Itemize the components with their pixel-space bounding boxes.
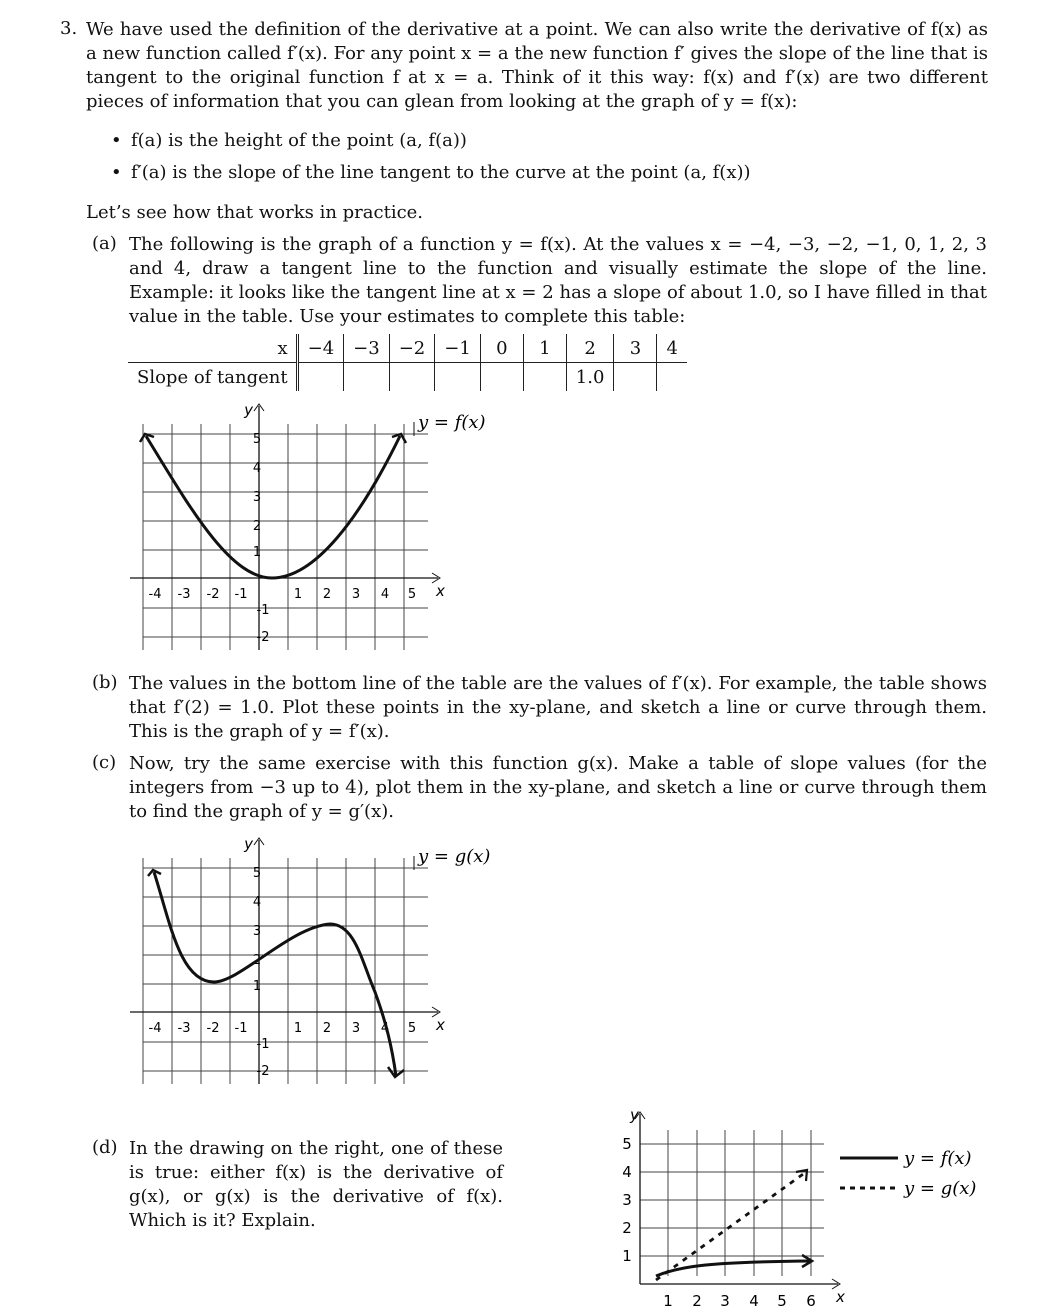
x-tick-label: -1 <box>234 587 248 602</box>
y-tick-labels <box>622 1135 632 1265</box>
grid-lines <box>143 424 428 650</box>
bullet-dot-icon: • <box>111 130 122 151</box>
part-a-text: The following is the graph of a function y = f(x). At the values x = −4, −3, −2, −1, 0, 1, 2, 3 and 4, draw a tangent line to the function and visually estimate the slope of the line. Example: it looks like the tangent line at x = 2 has a slope of about 1.0, so I have filled in that value in the table. Use your estimates to complete this table: <box>129 234 987 327</box>
table-cell <box>389 363 435 392</box>
x-tick-label: 5 <box>777 1292 787 1310</box>
y-tick-label: 3 <box>252 924 262 939</box>
x-tick-label: 2 <box>322 1021 332 1036</box>
bullet-dot-icon: • <box>111 162 122 183</box>
table-cell: 0 <box>480 334 523 363</box>
part-d-label: (d) <box>92 1137 118 1158</box>
bullet-item <box>111 161 751 185</box>
x-tick-label: 2 <box>692 1292 702 1310</box>
y-tick-label: -1 <box>256 603 270 618</box>
y-tick-label: 5 <box>252 432 262 447</box>
graph-g <box>130 832 530 1092</box>
part-b-label: (b) <box>92 672 118 693</box>
y-tick-label: 2 <box>252 953 262 968</box>
x-tick-label: 4 <box>749 1292 759 1310</box>
y-tick-label: -1 <box>256 1037 270 1052</box>
curve-f-solid <box>656 1261 810 1276</box>
y-tick-label: 1 <box>252 545 262 560</box>
x-tick-labels <box>663 1292 816 1310</box>
y-tick-label: 3 <box>252 490 262 505</box>
table-header-x: x <box>128 334 297 363</box>
table-cell: 1 <box>523 334 566 363</box>
x-tick-label: 2 <box>322 587 332 602</box>
curve-g <box>154 872 396 1076</box>
graph-f <box>130 398 530 658</box>
table-cell: 2 <box>566 334 614 363</box>
y-tick-label: 3 <box>622 1191 632 1209</box>
part-c-text: Now, try the same exercise with this function g(x). Make a table of slope values (for the integers from −3 up to 4), plot them in the xy-plane, and sketch a line or curve through them to find the graph of y = g′(x). <box>129 753 987 822</box>
graph-f-label: y = f(x) <box>418 412 486 433</box>
table-cell <box>344 363 390 392</box>
grid-lines <box>640 1130 824 1276</box>
table-cell <box>523 363 566 392</box>
y-tick-labels <box>253 866 270 1079</box>
y-tick-label: 5 <box>252 866 262 881</box>
x-tick-label: 3 <box>351 587 361 602</box>
table-cell <box>435 363 481 392</box>
part-c-label: (c) <box>92 752 117 773</box>
part-b-text: The values in the bottom line of the table are the values of f′(x). For example, the table shows that f′(2) = 1.0. Plot these points in the xy-plane, and sketch a line or curve through them. This is the graph of y = f′(x). <box>129 673 987 742</box>
table-cell: −2 <box>389 334 435 363</box>
y-tick-label: 2 <box>622 1219 632 1237</box>
x-tick-labels <box>149 1021 417 1036</box>
practice-line: Let’s see how that works in practice. <box>86 202 424 223</box>
table-cell: −3 <box>344 334 390 363</box>
x-tick-label: -1 <box>234 1021 248 1036</box>
legend-f-label: y = f(x) <box>904 1148 972 1169</box>
x-tick-label: -3 <box>177 587 191 602</box>
x-tick-label: 5 <box>407 1021 417 1036</box>
x-tick-label: -4 <box>148 587 162 602</box>
x-tick-labels <box>149 587 417 602</box>
x-tick-label: -4 <box>148 1021 162 1036</box>
y-tick-label: 4 <box>252 461 262 476</box>
y-tick-label: 2 <box>252 519 262 534</box>
y-tick-label: 5 <box>622 1135 632 1153</box>
x-tick-label: 1 <box>293 1021 303 1036</box>
x-tick-label: -2 <box>206 587 220 602</box>
curve-f <box>146 436 400 578</box>
y-axis-label: y <box>244 401 253 419</box>
y-tick-label: 1 <box>252 979 262 994</box>
x-tick-label: 4 <box>380 587 390 602</box>
table-cell <box>297 363 344 392</box>
y-axis-label: y <box>630 1106 639 1124</box>
table-cell <box>480 363 523 392</box>
x-tick-label: -3 <box>177 1021 191 1036</box>
bullet-text: f′(a) is the slope of the line tangent to the curve at the point (a, f(x)) <box>131 162 751 183</box>
y-tick-label: 1 <box>622 1247 632 1265</box>
grid-lines <box>143 858 428 1084</box>
table-row <box>128 363 687 392</box>
x-axis-label: x <box>836 1288 845 1306</box>
table-cell <box>614 363 657 392</box>
y-tick-label: -2 <box>256 630 270 645</box>
slope-table <box>128 334 687 391</box>
x-tick-label: 1 <box>293 587 303 602</box>
table-cell: 3 <box>614 334 657 363</box>
y-tick-label: -2 <box>256 1064 270 1079</box>
graph-g-label: y = g(x) <box>418 846 491 867</box>
legend-g-label: y = g(x) <box>904 1178 977 1199</box>
table-cell: 1.0 <box>566 363 614 392</box>
x-tick-label: 1 <box>663 1292 673 1310</box>
part-a-label: (a) <box>92 233 117 254</box>
x-tick-label: 6 <box>806 1292 816 1310</box>
table-row <box>128 334 687 363</box>
x-tick-label: 4 <box>380 1021 390 1036</box>
x-axis-label: x <box>436 582 445 600</box>
x-tick-label: 3 <box>720 1292 730 1310</box>
table-cell <box>657 363 687 392</box>
y-tick-labels <box>253 432 270 645</box>
graph-d <box>610 1100 1030 1316</box>
y-tick-label: 4 <box>622 1163 632 1181</box>
part-d-text: In the drawing on the right, one of these is true: either f(x) is the derivative of g(x), or g(x) is the derivative of f(x). Which is it? Explain. <box>129 1138 503 1231</box>
intro-paragraph: We have used the definition of the derivative at a point. We can also write the derivative of f(x) as a new function called f′(x). For any point x = a the new function f′ gives the slope of the line that is tangent to the original function f at x = a. Think of it this way: f(x) and f′(x) are two different pieces of information that you can glean from looking at the graph of y = f(x): <box>86 19 988 112</box>
table-cell: −4 <box>297 334 344 363</box>
problem-number: 3. <box>60 18 78 39</box>
x-tick-label: 5 <box>407 587 417 602</box>
bullet-text: f(a) is the height of the point (a, f(a)) <box>131 130 467 151</box>
x-tick-label: -2 <box>206 1021 220 1036</box>
x-axis-label: x <box>436 1016 445 1034</box>
table-cell: 4 <box>657 334 687 363</box>
x-tick-label: 3 <box>351 1021 361 1036</box>
table-header-slope: Slope of tangent <box>128 363 297 392</box>
y-axis-label: y <box>244 835 253 853</box>
table-cell: −1 <box>435 334 481 363</box>
bullet-item <box>111 129 467 153</box>
y-tick-label: 4 <box>252 895 262 910</box>
